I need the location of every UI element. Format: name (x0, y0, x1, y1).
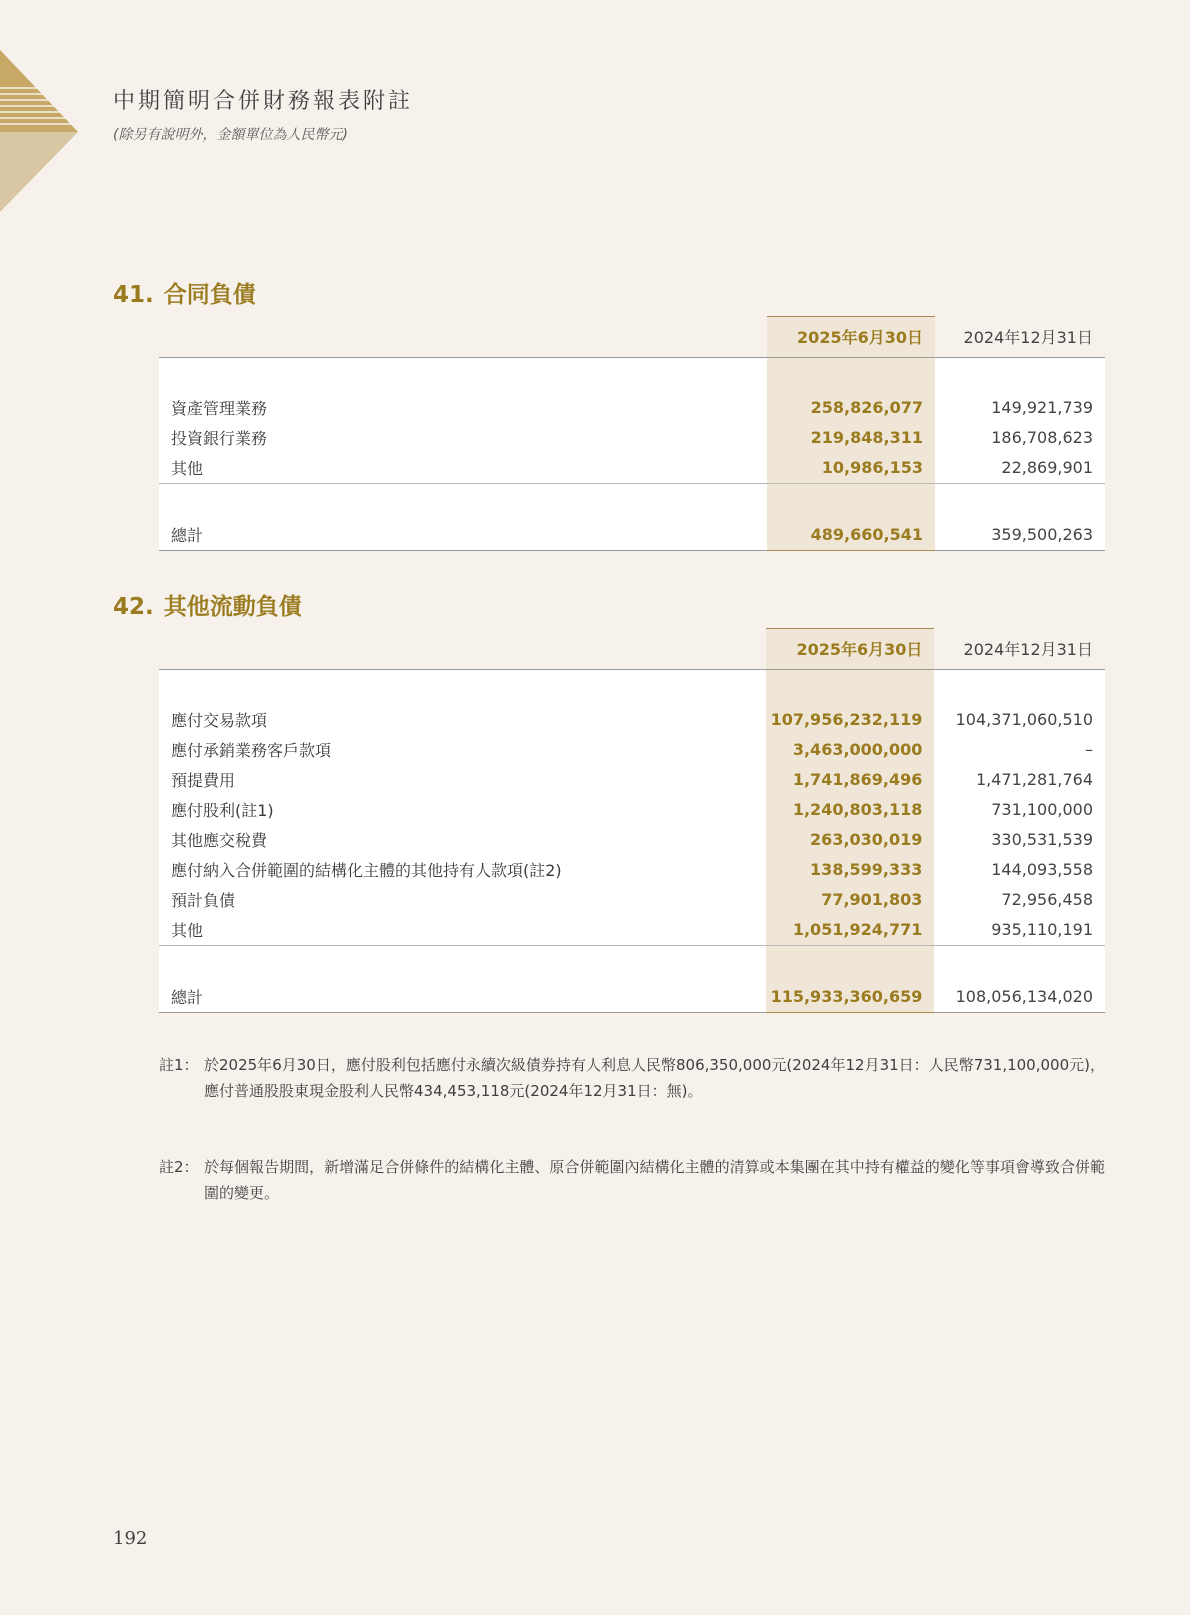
contract-liabilities-table (159, 316, 1105, 551)
value-current: 138,599,333 (766, 855, 935, 885)
value-prior: 186,708,623 (935, 423, 1105, 453)
footnote-2 (159, 1154, 1105, 1206)
value-current: 107,956,232,119 (766, 705, 935, 735)
value-prior: 1,471,281,764 (934, 765, 1105, 795)
table-row (159, 855, 1105, 885)
page-title: 中期簡明合併財務報表附註 (113, 89, 414, 114)
table-header-row (159, 317, 1105, 358)
row-label: 預計負債 (159, 885, 766, 915)
table-row (159, 765, 1105, 795)
table-row (159, 453, 1105, 484)
value-prior: 330,531,539 (934, 825, 1105, 855)
total-prior: 108,056,134,020 (934, 982, 1105, 1013)
row-label: 應付股利(註1) (159, 795, 766, 825)
value-prior: 731,100,000 (934, 795, 1105, 825)
value-current: 77,901,803 (766, 885, 935, 915)
section-number: 41. (113, 282, 154, 308)
section-number: 42. (113, 594, 154, 620)
value-prior: 144,093,558 (934, 855, 1105, 885)
row-label: 資產管理業務 (159, 393, 767, 423)
total-row (159, 520, 1105, 551)
total-prior: 359,500,263 (935, 520, 1105, 551)
value-current: 10,986,153 (767, 453, 935, 484)
value-prior: 22,869,901 (935, 453, 1105, 484)
header-blank (159, 629, 766, 670)
table-row (159, 885, 1105, 915)
row-label: 應付納入合併範圍的結構化主體的其他持有人款項(註2) (159, 855, 766, 885)
value-current: 263,030,019 (766, 825, 935, 855)
total-current: 489,660,541 (767, 520, 935, 551)
table-row (159, 705, 1105, 735)
column-header-prior: 2024年12月31日 (934, 629, 1105, 670)
section-title: 合同負債 (163, 282, 256, 308)
table-row (159, 735, 1105, 765)
value-prior: 935,110,191 (934, 915, 1105, 946)
column-header-current: 2025年6月30日 (767, 317, 935, 358)
other-current-liabilities-table (159, 628, 1105, 1013)
row-label: 應付承銷業務客戶款項 (159, 735, 766, 765)
table-row (159, 393, 1105, 423)
value-current: 1,741,869,496 (766, 765, 935, 795)
row-label: 其他應交稅費 (159, 825, 766, 855)
total-label: 總計 (159, 982, 766, 1013)
page-subtitle: (除另有說明外，金額單位為人民幣元) (113, 127, 348, 143)
table-row (159, 915, 1105, 946)
row-label: 預提費用 (159, 765, 766, 795)
row-label: 應付交易款項 (159, 705, 766, 735)
footnote-label: 註2： (159, 1158, 199, 1176)
row-label: 其他 (159, 453, 767, 484)
footnote-1 (159, 1052, 1105, 1104)
column-header-prior: 2024年12月31日 (935, 317, 1105, 358)
value-current: 1,240,803,118 (766, 795, 935, 825)
corner-ornament (0, 50, 80, 212)
value-prior: – (934, 735, 1105, 765)
total-label: 總計 (159, 520, 767, 551)
value-current: 258,826,077 (767, 393, 935, 423)
footnote-label: 註1： (159, 1056, 199, 1074)
footnote-text: 於每個報告期間，新增滿足合併條件的結構化主體、原合併範圍內結構化主體的清算或本集團在其中持有權益的變化等事項會導致合併範圍的變更。 (204, 1158, 1105, 1202)
value-current: 219,848,311 (767, 423, 935, 453)
section-42-heading (113, 588, 302, 621)
value-prior: 72,956,458 (934, 885, 1105, 915)
page-number: 192 (113, 1528, 148, 1549)
total-row (159, 982, 1105, 1013)
value-prior: 104,371,060,510 (934, 705, 1105, 735)
value-prior: 149,921,739 (935, 393, 1105, 423)
value-current: 1,051,924,771 (766, 915, 935, 946)
table-row (159, 423, 1105, 453)
header-blank (159, 317, 767, 358)
row-label: 其他 (159, 915, 766, 946)
table-row (159, 825, 1105, 855)
table-header-row (159, 629, 1105, 670)
row-label: 投資銀行業務 (159, 423, 767, 453)
section-title: 其他流動負債 (163, 594, 302, 620)
section-41-heading (113, 276, 256, 309)
table-row (159, 795, 1105, 825)
column-header-current: 2025年6月30日 (766, 629, 935, 670)
value-current: 3,463,000,000 (766, 735, 935, 765)
total-current: 115,933,360,659 (766, 982, 935, 1013)
footnote-text: 於2025年6月30日，應付股利包括應付永續次級債券持有人利息人民幣806,350,000元(2024年12月31日：人民幣731,100,000元)，應付普通股股東現金股利人民幣434,453,118元(2024年12月31日：無)。 (204, 1056, 1105, 1100)
